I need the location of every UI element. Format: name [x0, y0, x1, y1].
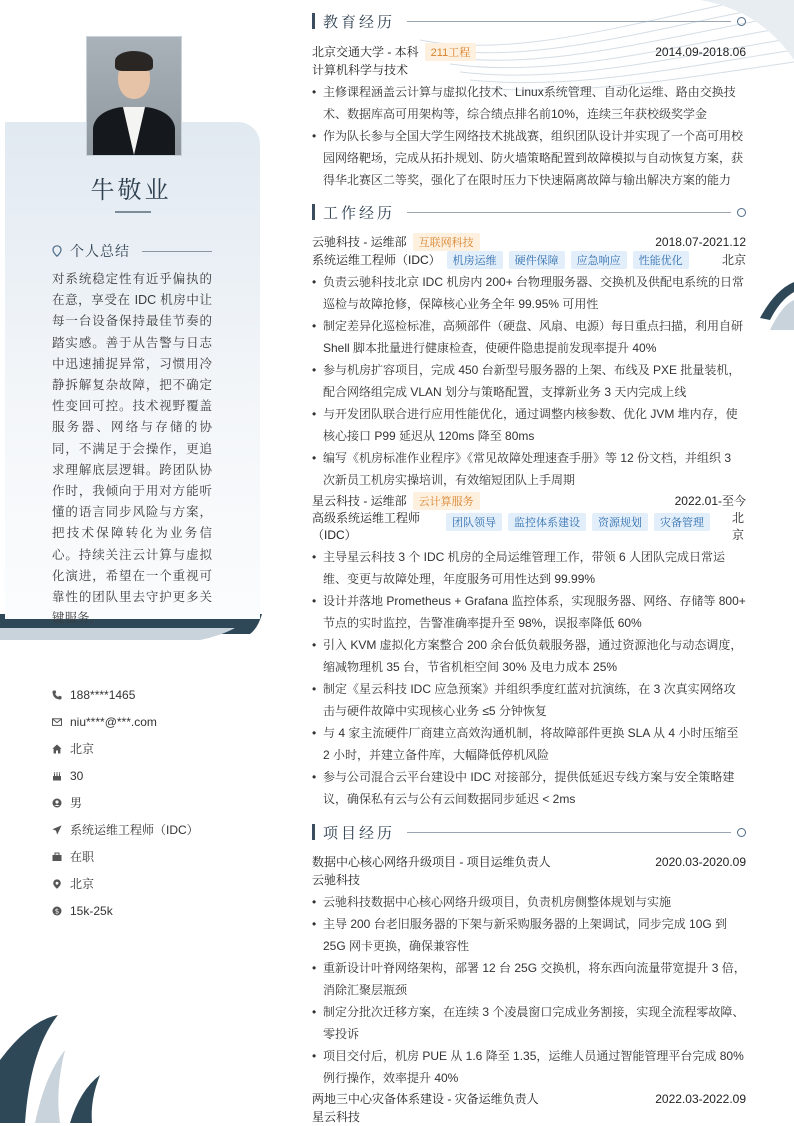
- job-period: 2022.01-至今: [674, 494, 746, 508]
- job-role: 高级系统运维工程师（IDC）: [312, 511, 421, 542]
- list-item: • 引入 KVM 虚拟化方案整合 200 余台低负载服务器，通过资源池化与动态调度，缩减物理机 35 台，节省机柜空间 30% 及电力成本 25%: [312, 634, 746, 678]
- contact-value: 188****1465: [70, 687, 136, 702]
- list-item: • 负责云驰科技北京 IDC 机房内 200+ 台物理服务器、交换机及供配电系统的日常巡检与故障抢修，保障核心业务全年 99.95% 可用性: [312, 271, 746, 315]
- project-entry: [312, 852, 746, 1089]
- major: [312, 61, 746, 79]
- education-bullets: [312, 81, 746, 191]
- skill-tag: 机房运维: [447, 251, 503, 269]
- list-item: • 与开发团队联合进行应用性能优化，通过调整内核参数、优化 JVM 堆内存，使核心接口 P99 延迟从 120ms 降至 80ms: [312, 403, 746, 447]
- contact-value: 北京: [70, 877, 95, 891]
- contact-value: 男: [70, 796, 83, 810]
- project-name: 两地三中心灾备体系建设 - 灾备运维负责人: [312, 1092, 539, 1106]
- list-item: • 制定《星云科技 IDC 应急预案》并组织季度红蓝对抗演练，在 3 次真实网络攻击与硬件故障中实现核心业务 ≤5 分钟恢复: [312, 678, 746, 722]
- skill-tag: 应急响应: [571, 251, 627, 269]
- candidate-name: 牛敬业: [90, 176, 172, 204]
- list-item: • 参与机房扩容项目，完成 450 台新型号服务器的上架、布线及 PXE 批量装机，配合网络组完成 VLAN 划分与策略配置，支撑新业务 3 天内完成上线: [312, 359, 746, 403]
- name-underline: [115, 211, 151, 213]
- contact-position: [52, 816, 199, 843]
- education-heading: [312, 9, 746, 33]
- skill-tag: 资源规划: [592, 513, 648, 531]
- skill-tags: [447, 251, 695, 269]
- contact-value: 15k-25k: [70, 903, 113, 918]
- contact-value: 30: [70, 768, 84, 783]
- list-item: • 制定分批次迁移方案，在连续 3 个凌晨窗口完成业务割接，实现全流程零故障、零投诉: [312, 1001, 746, 1045]
- projects-section: [312, 820, 746, 1126]
- list-item: • 重新设计叶脊网络架构，部署 12 台 25G 交换机，将东西向流量带宽提升 3 倍，消除汇聚层瓶颈: [312, 957, 746, 1001]
- education-section: [312, 9, 746, 191]
- school-badge: 211工程: [425, 43, 477, 61]
- job-role-row: [312, 251, 746, 269]
- skill-tag: 性能优化: [633, 251, 689, 269]
- project-company-text: 星云科技: [312, 1110, 361, 1124]
- send-icon: [52, 825, 62, 835]
- circle-icon: [737, 828, 746, 837]
- pin-icon: [52, 245, 62, 257]
- gender-icon: [52, 798, 62, 808]
- list-item: • 作为队长参与全国大学生网络技术挑战赛，组织团队设计并实现了一个高可用校园网络靶场，完成从拓扑规划、防火墙策略配置到故障模拟与自动恢复方案，获得华北赛区二等奖，强化了在限时压力下快速隔离故障与输出解决方案的能力: [312, 125, 746, 191]
- school-name: 北京交通大学 - 本科: [312, 45, 419, 59]
- job-role: 系统运维工程师（IDC）: [312, 253, 441, 267]
- location-icon: [52, 879, 62, 889]
- project-header: [312, 852, 746, 871]
- contact-email: [52, 708, 199, 735]
- section-title: 工作经历: [323, 203, 396, 222]
- job-bullets: [312, 271, 746, 491]
- list-item: • 参与公司混合云平台建设中 IDC 对接部分，提供低延迟专线方案与安全策略建议，确保私有云与公有云间数据同步延迟 < 2ms: [312, 766, 746, 810]
- contact-phone: [52, 681, 199, 708]
- project-entry: [312, 1089, 746, 1126]
- photo-hair: [115, 51, 153, 71]
- job-entry: [312, 232, 746, 491]
- job-header: [312, 232, 746, 251]
- contact-home: [52, 735, 199, 762]
- project-period: 2020.03-2020.09: [655, 854, 746, 869]
- project-company: [312, 1108, 746, 1126]
- contact-location: [52, 870, 199, 897]
- heading-line: [407, 832, 731, 833]
- skill-tag: 硬件保障: [509, 251, 565, 269]
- project-header: [312, 1089, 746, 1108]
- heading-bar: [312, 13, 315, 29]
- job-city: 北京: [732, 511, 745, 542]
- heading-bar: [312, 824, 315, 840]
- job-role-row: [312, 510, 746, 544]
- skill-tag: 团队领导: [446, 513, 502, 531]
- project-company: [312, 871, 746, 889]
- contact-value: 北京: [70, 742, 95, 756]
- project-name: 数据中心核心网络升级项目 - 项目运维负责人: [312, 855, 551, 869]
- phone-icon: [52, 690, 62, 700]
- circle-icon: [737, 17, 746, 26]
- list-item: • 主导星云科技 3 个 IDC 机房的全局运维管理工作，带领 6 人团队完成日常运维、变更与故障处理，年度服务可用性达到 99.99%: [312, 546, 746, 590]
- job-period: 2018.07-2021.12: [655, 234, 746, 249]
- contact-status: [52, 843, 199, 870]
- profile-photo: [86, 36, 182, 156]
- industry-badge: 互联网科技: [413, 233, 480, 251]
- job-city: 北京: [721, 253, 746, 267]
- major-text: 计算机科学与技术: [312, 63, 409, 77]
- list-item: • 项目交付后，机房 PUE 从 1.6 降至 1.35，运维人员通过智能管理平台完成 80% 例行操作，效率提升 40%: [312, 1045, 746, 1089]
- home-icon: [52, 744, 62, 754]
- svg-text:$: $: [54, 907, 60, 916]
- projects-heading: [312, 820, 746, 844]
- heading-line: [407, 212, 731, 213]
- skill-tag: 灾备管理: [654, 513, 710, 531]
- contact-value: 系统运维工程师（IDC）: [70, 823, 199, 837]
- heading-line: [407, 21, 731, 22]
- company-name: 星云科技 - 运维部: [312, 494, 407, 508]
- summary-divider: [142, 251, 212, 252]
- list-item: • 主导 200 台老旧服务器的下架与新采购服务器的上架调试，同步完成 10G 到 25G 网卡更换，确保兼容性: [312, 913, 746, 957]
- contact-salary: [52, 897, 199, 924]
- skill-tag: 监控体系建设: [508, 513, 586, 531]
- project-company-text: 云驰科技: [312, 873, 361, 887]
- sidebar: [0, 0, 262, 1123]
- summary-text: 对系统稳定性有近乎偏执的在意，享受在 IDC 机房中让每一台设备保持最佳节奏的踏实感。善于从告警与日志中迅速捕捉异常，习惯用冷静拆解复杂故障，把不确定性变回可控。技术视野覆盖服务器、网络与存储的协同，不满足于会操作，更追求理解底层逻辑。跨团队协作时，我倾向于用对方能听懂的语言同步风险与方案，把技术保障转化为业务信心。持续关注云计算与虚拟化演进，希望在一个重视可靠性的团队里去守护更多关键服务。: [52, 272, 212, 626]
- work-heading: [312, 200, 746, 224]
- heading-bar: [312, 204, 315, 220]
- section-title: 项目经历: [323, 823, 396, 842]
- company-name: 云驰科技 - 运维部: [312, 235, 407, 249]
- list-item: • 编写《机房标准作业程序》《常见故障处理速查手册》等 12 份文档，并组织 3 次新员工机房实操培训，有效缩短团队上手周期: [312, 447, 746, 491]
- project-bullets: [312, 891, 746, 1089]
- summary-title: 个人总结: [70, 243, 130, 259]
- work-section: [312, 200, 746, 810]
- list-item: • 主修课程涵盖云计算与虚拟化技术、Linux系统管理、自动化运维、路由交换技术、数据库高可用架构等，综合绩点排名前10%，连续三年获校级奖学金: [312, 81, 746, 125]
- list-item: • 云驰科技数据中心核心网络升级项目，负责机房侧整体规划与实施: [312, 891, 746, 913]
- section-title: 教育经历: [323, 12, 396, 31]
- status-icon: [52, 852, 62, 862]
- contact-value: niu****@***.com: [70, 714, 157, 729]
- contact-age: [52, 762, 199, 789]
- list-item: • 制定差异化巡检标准，高频部件（硬盘、风扇、电源）每日重点扫描，利用自研 Shell 脚本批量进行健康检查，使硬件隐患提前发现率提升 40%: [312, 315, 746, 359]
- education-entry-header: [312, 42, 746, 61]
- job-header: [312, 491, 746, 510]
- contact-gender: [52, 789, 199, 816]
- circle-icon: [737, 208, 746, 217]
- salary-icon: [52, 906, 62, 916]
- contact-list: [52, 681, 199, 924]
- contact-value: 在职: [70, 850, 95, 864]
- skill-tags: [446, 513, 716, 531]
- age-icon: [52, 771, 62, 781]
- summary-heading: [52, 241, 212, 261]
- email-icon: [52, 717, 62, 727]
- industry-badge: 云计算服务: [413, 492, 480, 510]
- education-period: 2014.09-2018.06: [655, 44, 746, 59]
- list-item: • 与 4 家主流硬件厂商建立高效沟通机制，将故障部件更换 SLA 从 4 小时压缩至 2 小时，并建立备件库，大幅降低停机风险: [312, 722, 746, 766]
- project-period: 2022.03-2022.09: [655, 1091, 746, 1106]
- list-item: • 设计并落地 Prometheus + Grafana 监控体系，实现服务器、网络、存储等 800+ 节点的实时监控，告警准确率提升至 98%，误报率降低 60%: [312, 590, 746, 634]
- job-bullets: [312, 546, 746, 810]
- job-entry: [312, 491, 746, 810]
